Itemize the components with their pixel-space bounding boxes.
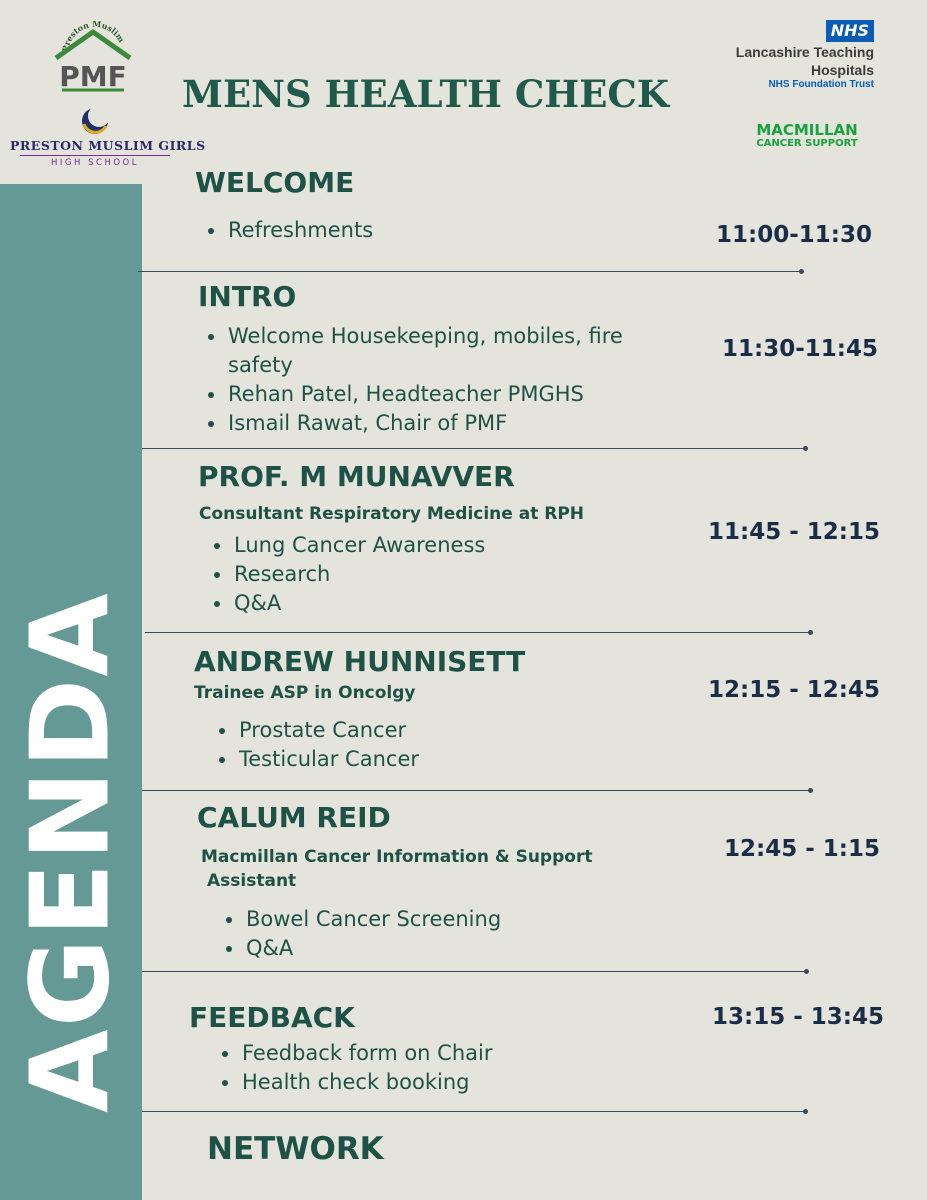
list-item: Health check booking	[214, 1068, 492, 1097]
time-feedback: 13:15 - 13:45	[712, 1004, 884, 1030]
nhs-logo	[674, 20, 874, 90]
preston-muslim-forum-logo	[48, 10, 138, 100]
subtitle-hunnisett: Trainee ASP in Oncolgy	[194, 683, 416, 703]
nhs-trust-line1: Lancashire Teaching	[735, 44, 874, 60]
section-title-reid: CALUM REID	[197, 801, 391, 834]
macmillan-name: MACMILLAN	[756, 121, 858, 139]
nhs-trust-line2: Hospitals	[810, 62, 874, 78]
section-title-network: NETWORK	[207, 1131, 384, 1167]
forum-name-arc: Preston Muslim	[59, 18, 127, 53]
section-title-welcome: WELCOME	[195, 166, 355, 199]
intro-list	[200, 322, 680, 438]
list-item: Feedback form on Chair	[214, 1039, 492, 1068]
time-intro: 11:30-11:45	[722, 336, 878, 362]
nhs-badge: NHS	[826, 20, 874, 42]
section-title-intro: INTRO	[198, 280, 297, 313]
list-item: Bowel Cancer Screening	[218, 905, 501, 934]
time-munavver: 11:45 - 12:15	[708, 519, 880, 545]
subtitle-reid-line2: Assistant	[207, 871, 297, 891]
crescent-icon	[78, 104, 112, 138]
time-hunnisett: 12:15 - 12:45	[708, 677, 880, 703]
list-item: Ismail Rawat, Chair of PMF	[200, 409, 680, 438]
page-title: MENS HEALTH CHECK	[182, 72, 670, 116]
section-title-feedback: FEEDBACK	[189, 1001, 355, 1034]
feedback-list	[214, 1039, 492, 1097]
divider	[138, 271, 802, 272]
list-item: Prostate Cancer	[211, 716, 419, 745]
subtitle-reid-line1: Macmillan Cancer Information & Support	[201, 847, 593, 867]
list-item: Testicular Cancer	[211, 745, 419, 774]
divider	[142, 790, 811, 791]
munavver-list	[206, 531, 485, 618]
macmillan-sub: CANCER SUPPORT	[756, 138, 858, 149]
divider	[142, 1111, 806, 1112]
list-item: Welcome Housekeeping, mobiles, fire safety	[200, 322, 680, 380]
divider	[142, 448, 806, 449]
macmillan-logo	[742, 122, 872, 150]
time-welcome: 11:00-11:30	[716, 222, 872, 248]
section-title-munavver: PROF. M MUNAVVER	[198, 460, 515, 493]
hunnisett-list	[211, 716, 419, 774]
list-item: Refreshments	[200, 216, 373, 245]
welcome-list	[200, 216, 373, 245]
agenda-label: AGENDA	[8, 591, 134, 1113]
divider	[142, 971, 807, 972]
list-item: Lung Cancer Awareness	[206, 531, 485, 560]
list-item: Q&A	[218, 934, 501, 963]
reid-list	[218, 905, 501, 963]
list-item: Q&A	[206, 589, 485, 618]
school-name: PRESTON MUSLIM GIRLS	[10, 138, 206, 153]
nhs-foundation: NHS Foundation Trust	[768, 79, 874, 90]
subtitle-munavver: Consultant Respiratory Medicine at RPH	[199, 504, 585, 524]
school-divider	[20, 155, 170, 156]
school-subtitle: HIGH SCHOOL	[51, 158, 139, 168]
section-title-hunnisett: ANDREW HUNNISETT	[194, 645, 526, 678]
school-logo	[10, 104, 206, 174]
list-item: Research	[206, 560, 485, 589]
forum-initials: PMF	[59, 60, 127, 93]
list-item: Rehan Patel, Headteacher PMGHS	[200, 380, 680, 409]
divider	[145, 632, 811, 633]
time-reid: 12:45 - 1:15	[724, 836, 880, 862]
